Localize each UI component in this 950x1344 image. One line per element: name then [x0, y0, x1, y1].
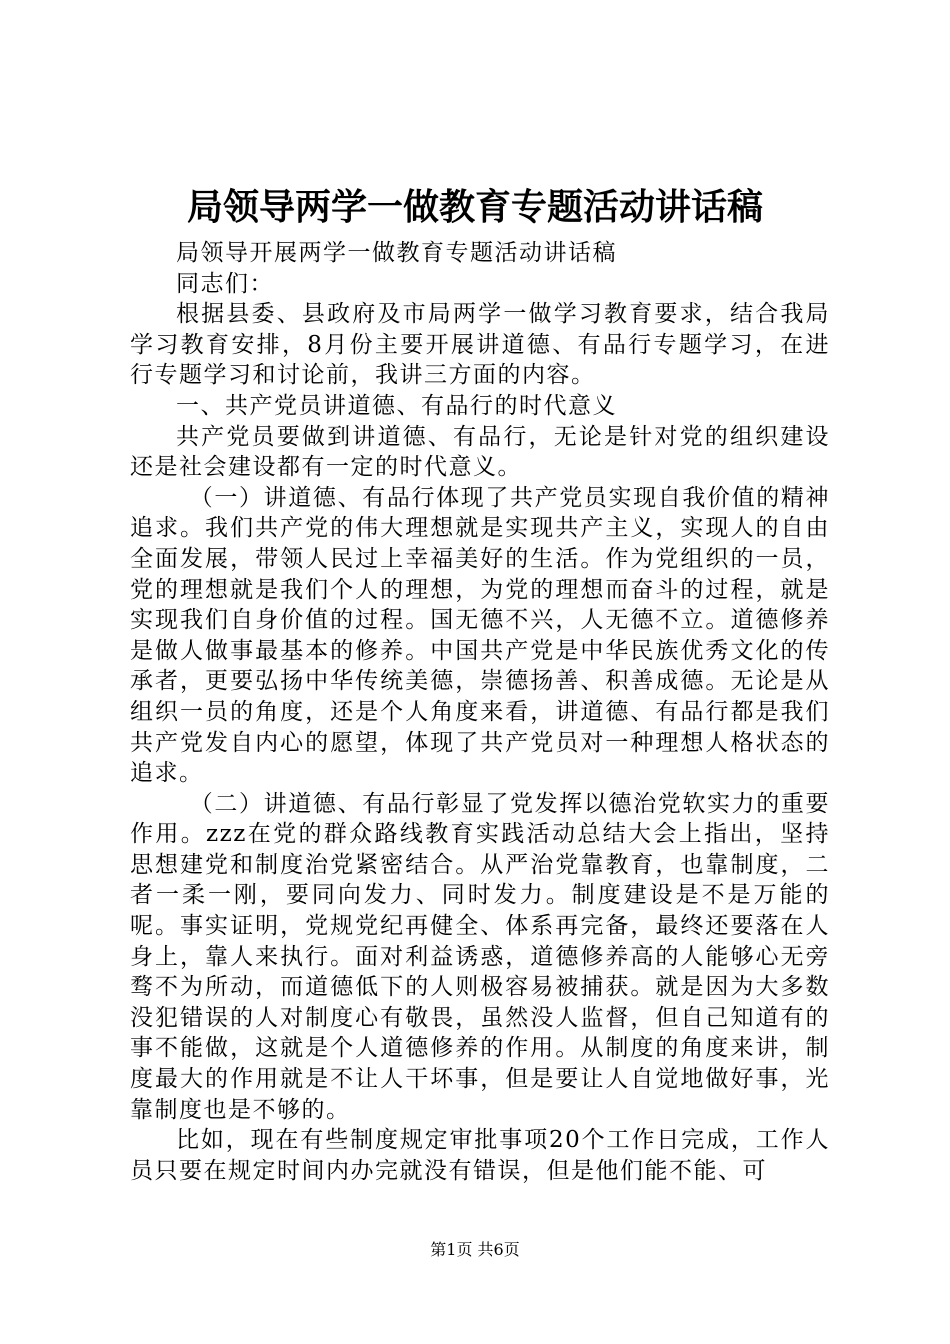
salutation-paragraph: 同志们：: [176, 270, 274, 297]
body-paragraph-example: 比如，现在有些制度规定审批事项20个工作日完成，工作人员只要在规定时间内办完就没有错误，但是他们能不能、可: [130, 1127, 830, 1184]
body-paragraph-point-2: （二）讲道德、有品行彰显了党发挥以德治党软实力的重要作用。zzz在党的群众路线教育实践活动总结大会上指出，坚持思想建党和制度治党紧密结合。从严治党靠教育，也靠制度，二者一柔一刚，要同向发力、同时发力。制度建设是不是万能的呢。事实证明，党规党纪再健全、体系再完备，最终还要落在人身上，靠人来执行。面对利益诱惑，道德修养高的人能够心无旁骛不为所动，而道德低下的人则极容易被捕获。就是因为大多数没犯错误的人对制度心有敬畏，虽然没人监督，但自己知道有的事不能做，这就是个人道德修养的作用。从制度的角度来讲，制度最大的作用就是不让人干坏事，但是要让人自觉地做好事，光靠制度也是不够的。: [130, 790, 830, 1123]
subtitle-paragraph: 局领导开展两学一做教育专题活动讲话稿: [176, 240, 617, 266]
body-paragraph-point-1: （一）讲道德、有品行体现了共产党员实现自我价值的精神追求。我们共产党的伟大理想就是实现共产主义，实现人的自由全面发展，带领人民过上幸福美好的生活。作为党组织的一员，党的理想就是我们个人的理想，为党的理想而奋斗的过程，就是实现我们自身价值的过程。国无德不兴，人无德不立。道德修养是做人做事最基本的修养。中国共产党是中华民族优秀文化的传承者，更要弘扬中华传统美德，崇德扬善、积善成德。无论是从组织一员的角度，还是个人角度来看，讲道德、有品行都是我们共产党发自内心的愿望，体现了共产党员对一种理想人格状态的追求。: [130, 484, 830, 787]
intro-paragraph: 根据县委、县政府及市局两学一做学习教育要求，结合我局学习教育安排，8月份主要开展讲道德、有品行专题学习，在进行专题学习和讨论前，我讲三方面的内容。: [130, 301, 830, 389]
document-body: [130, 238, 830, 1186]
section-heading-1: 一、共产党员讲道德、有品行的时代意义: [176, 392, 617, 419]
body-paragraph: 共产党员要做到讲道德、有品行，无论是针对党的组织建设还是社会建设都有一定的时代意义。: [130, 423, 830, 481]
page-number-footer: 第1页 共6页: [430, 1240, 520, 1259]
document-title: 局领导两学一做教育专题活动讲话稿: [186, 186, 763, 228]
